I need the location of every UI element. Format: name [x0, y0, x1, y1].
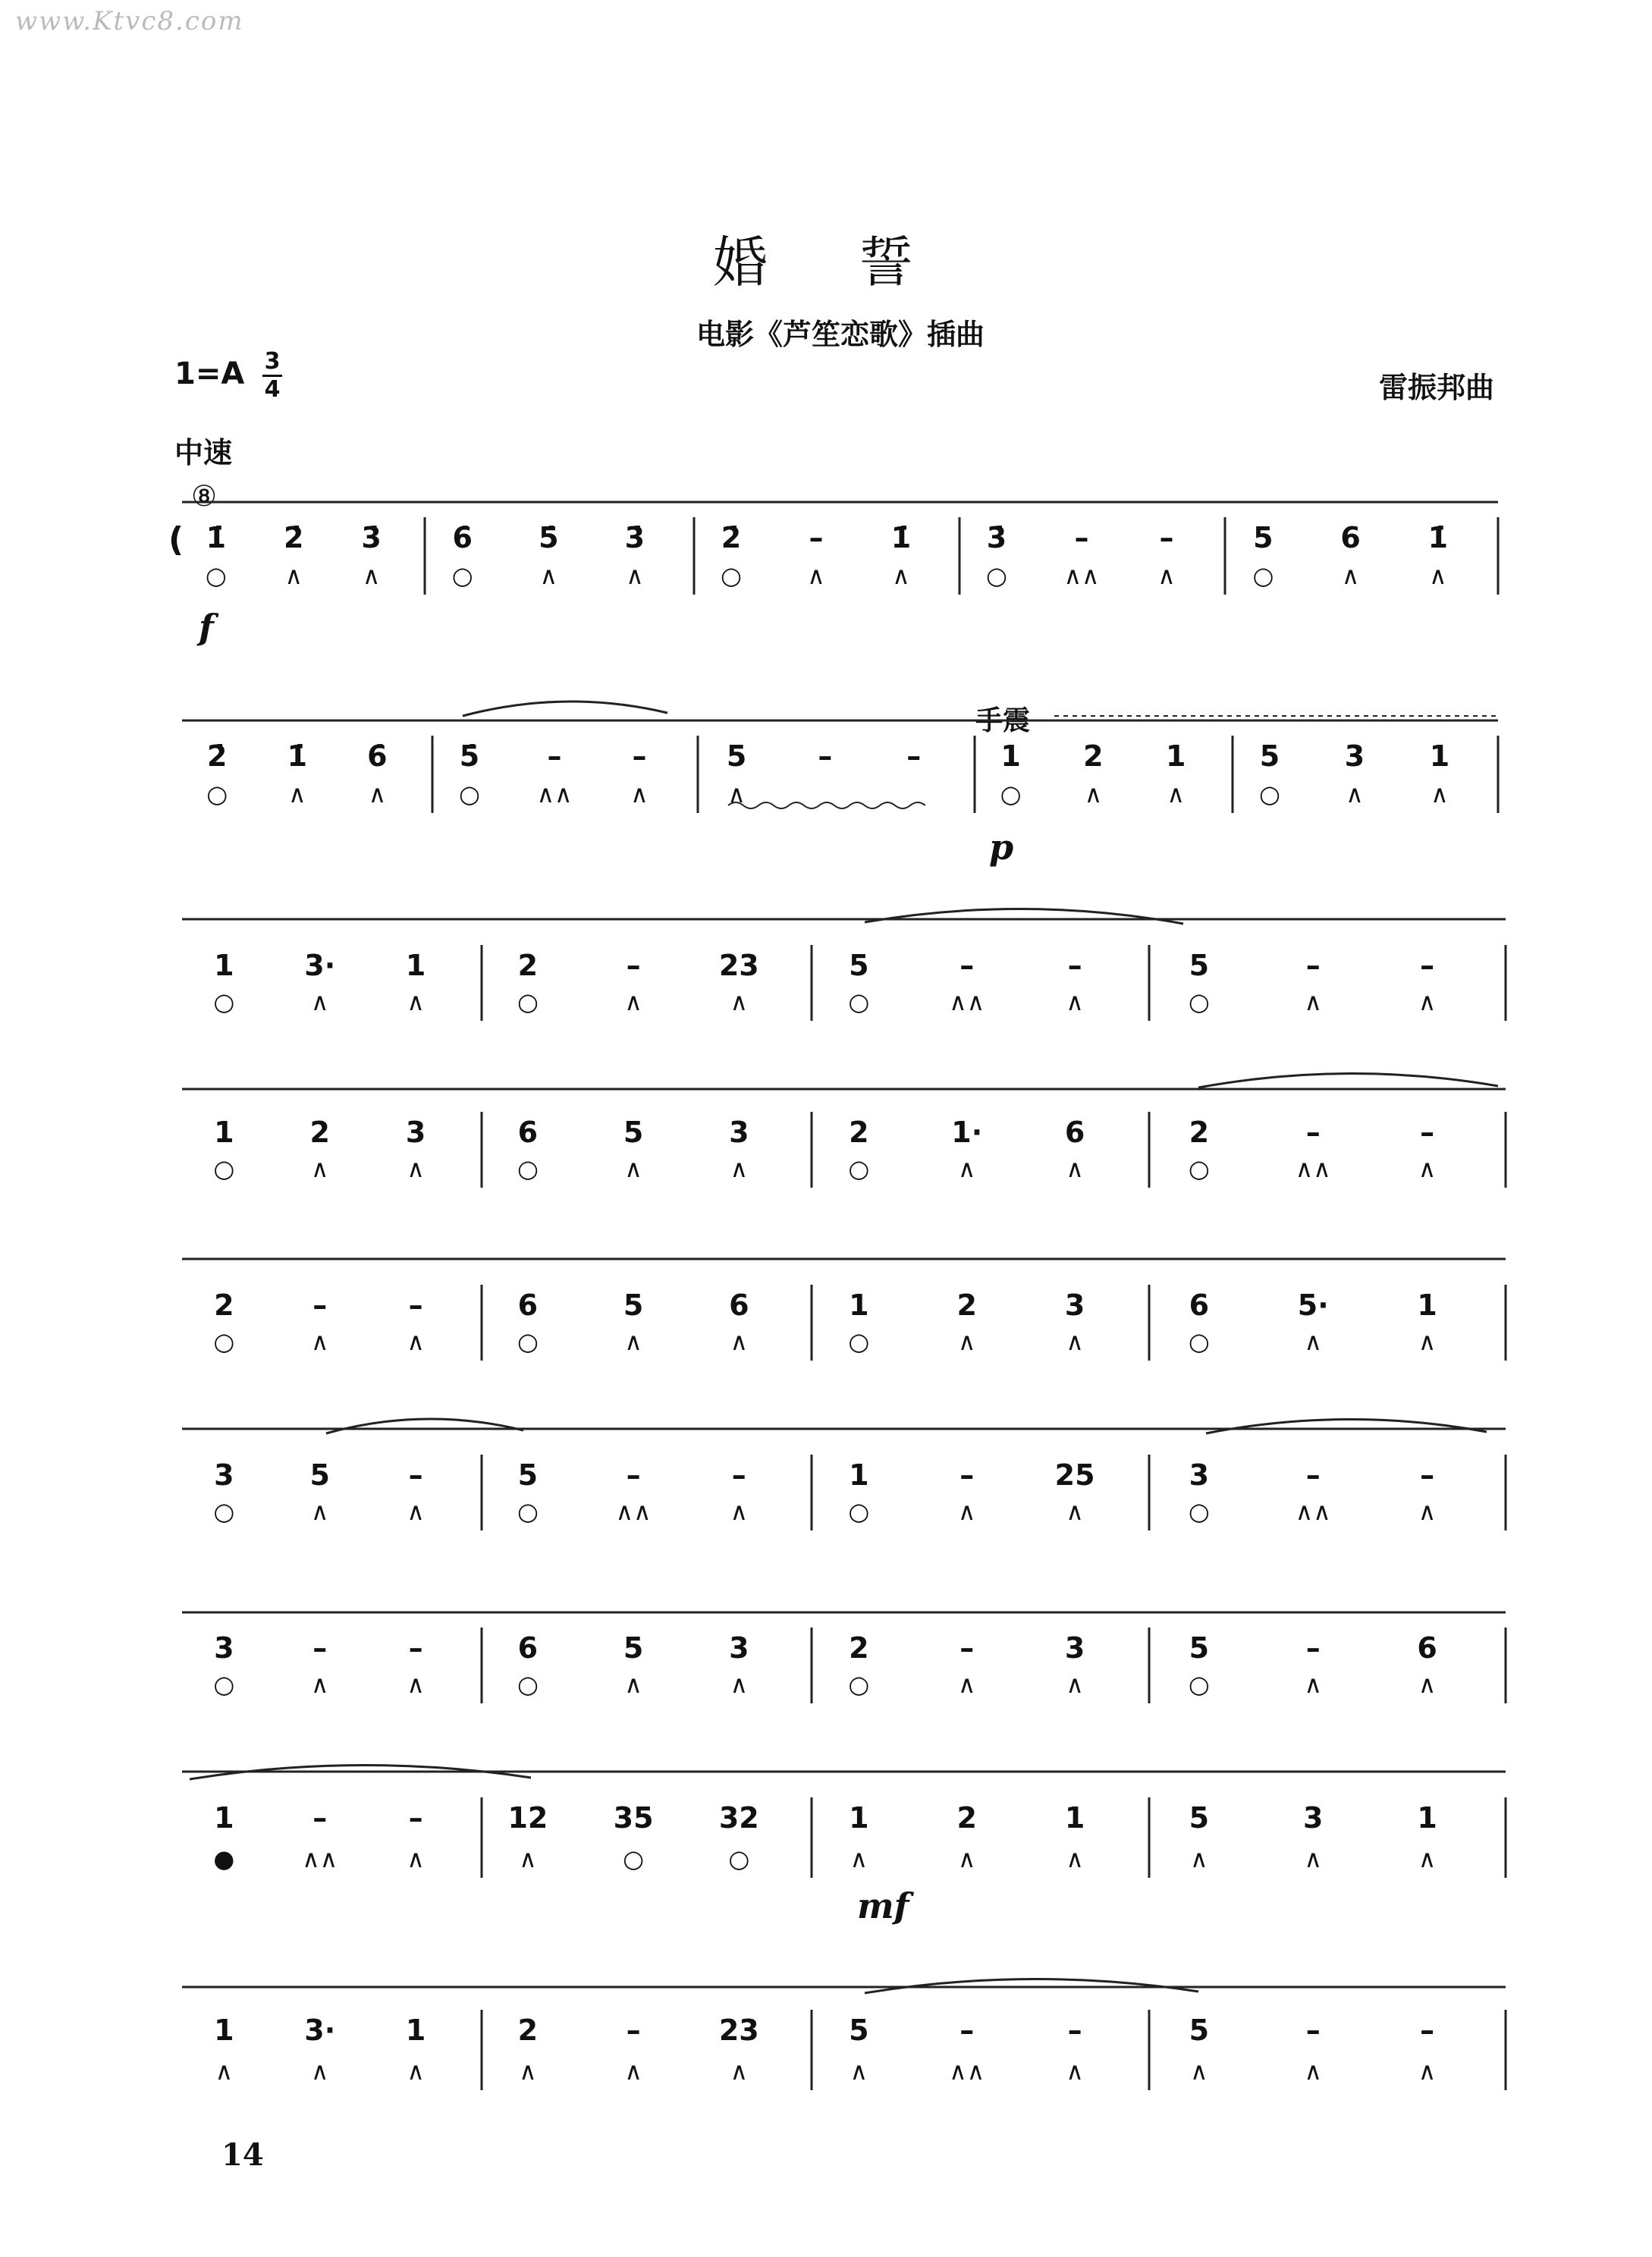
articulation-mark: ∧ [1190, 1844, 1208, 1873]
jianpu-note: 1 [849, 1801, 869, 1835]
jianpu-note: – [1420, 1458, 1435, 1492]
wavy-vibrato-line [728, 802, 925, 808]
articulation-mark: ∧∧ [536, 780, 573, 808]
articulation-mark: ∧ [519, 2057, 537, 2086]
articulation-mark: ○ [205, 561, 227, 590]
jianpu-note: – [809, 521, 824, 554]
jianpu-note: 1 [1165, 739, 1186, 773]
articulation-mark: ∧ [1418, 987, 1437, 1016]
jianpu-note: 5 [1189, 949, 1210, 982]
jianpu-note: 6 [517, 1116, 539, 1149]
articulation-mark: ∧∧ [949, 2057, 985, 2086]
articulation-mark: ∧ [730, 1327, 749, 1356]
jianpu-note: 1 [405, 2014, 426, 2047]
jianpu-note: – [959, 1631, 975, 1665]
jianpu-note: 5 [1189, 1801, 1210, 1835]
articulation-mark: ∧ [727, 780, 746, 808]
song-subtitle: 电影《芦笙恋歌》插曲 [696, 318, 985, 351]
jianpu-note: – [1305, 1458, 1321, 1492]
articulation-mark: ∧ [626, 561, 644, 590]
articulation-mark: ∧ [1066, 1154, 1084, 1183]
jianpu-note: 3 [729, 1116, 749, 1149]
articulation-mark: ○ [848, 1327, 870, 1356]
articulation-mark: ○ [213, 987, 235, 1016]
articulation-mark: ∧ [310, 987, 329, 1016]
jianpu-note: – [1159, 521, 1174, 554]
articulation-mark: ∧ [407, 1844, 425, 1873]
articulation-mark: ○ [1188, 1497, 1210, 1526]
slur-curve [326, 1419, 523, 1433]
articulation-mark: ∧ [1066, 1497, 1084, 1526]
articulation-mark: ∧ [957, 1844, 976, 1873]
articulation-mark: ∧ [1066, 1670, 1084, 1699]
jianpu-note: 35 [613, 1801, 654, 1835]
articulation-mark: ∧ [1304, 1670, 1322, 1699]
articulation-mark: ∧ [1304, 1327, 1322, 1356]
jianpu-note: 3̇ [986, 521, 1007, 554]
articulation-mark: ∧ [624, 1327, 642, 1356]
articulation-mark: ∧ [1429, 561, 1447, 590]
jianpu-note: 1 [405, 949, 426, 982]
articulation-mark: ∧ [1304, 987, 1322, 1016]
articulation-mark: ∧ [1304, 1844, 1322, 1873]
jianpu-note: 1 [849, 1458, 869, 1492]
articulation-mark: ∧ [288, 780, 306, 808]
articulation-mark: ∧ [1418, 1327, 1437, 1356]
jianpu-note: 3 [405, 1116, 426, 1149]
jianpu-note: – [408, 1631, 423, 1665]
jianpu-note: 3 [1064, 1631, 1085, 1665]
jianpu-note: 1 [214, 1116, 234, 1149]
articulation-mark: ∧ [957, 1497, 976, 1526]
articulation-mark: ∧ [730, 1497, 749, 1526]
articulation-mark: ○ [1188, 1327, 1210, 1356]
articulation-mark: ∧ [624, 1670, 642, 1699]
articulation-mark: ∧ [284, 561, 303, 590]
jianpu-note: – [632, 739, 647, 773]
jianpu-note: 1 [214, 949, 234, 982]
articulation-mark: ∧ [539, 561, 558, 590]
jianpu-note: 5̇ [539, 521, 559, 554]
jianpu-note: 1 [1429, 739, 1450, 773]
jianpu-note: 1̇ [890, 521, 912, 554]
dynamic-piano: p [989, 827, 1014, 868]
articulation-mark: ∧ [407, 1327, 425, 1356]
jianpu-note: – [818, 739, 833, 773]
articulation-mark: ∧∧ [302, 1844, 338, 1873]
articulation-mark: ○ [623, 1844, 645, 1873]
jianpu-note: 6 [1340, 521, 1361, 554]
articulation-mark: ∧ [407, 987, 425, 1016]
jianpu-note: 3 [1344, 739, 1365, 773]
jianpu-note: 3 [729, 1631, 749, 1665]
articulation-mark: ∧∧ [1295, 1497, 1331, 1526]
jianpu-note: 5 [309, 1458, 330, 1492]
jianpu-note: – [1067, 949, 1082, 982]
jianpu-note: – [312, 1289, 328, 1322]
articulation-mark: ∧ [1346, 780, 1364, 808]
jianpu-note: 2 [214, 1289, 234, 1322]
articulation-mark: ○ [451, 561, 473, 590]
jianpu-note: 6̇ [452, 521, 473, 554]
jianpu-note: – [959, 2014, 975, 2047]
jianpu-note: 2̇ [721, 521, 742, 554]
slur-curve [1206, 1419, 1487, 1433]
jianpu-note: 3̇ [624, 521, 645, 554]
articulation-mark: ● [213, 1844, 235, 1873]
time-signature-top: 3 [264, 348, 281, 375]
articulation-mark: ∧ [957, 1670, 976, 1699]
jianpu-note: 3̇ [361, 521, 382, 554]
song-title: 婚誓 [713, 231, 1005, 294]
jianpu-note: – [312, 1631, 328, 1665]
jianpu-note: – [1305, 2014, 1321, 2047]
articulation-mark: ○ [213, 1497, 235, 1526]
jianpu-note: 32 [718, 1801, 759, 1835]
jianpu-note: – [408, 1458, 423, 1492]
jianpu-note: – [1067, 2014, 1082, 2047]
jianpu-note: 5 [623, 1631, 644, 1665]
jianpu-note: 6 [729, 1289, 749, 1322]
jianpu-note: 5 [623, 1289, 644, 1322]
key-signature: 1=A [174, 356, 245, 391]
articulation-mark: ∧ [850, 1844, 868, 1873]
jianpu-note: 2 [849, 1631, 869, 1665]
articulation-mark: ○ [848, 987, 870, 1016]
jianpu-note: 1· [951, 1116, 983, 1149]
jianpu-note: – [1420, 949, 1435, 982]
jianpu-note: 5 [1189, 2014, 1210, 2047]
jianpu-note: 1 [214, 2014, 234, 2047]
time-signature-bottom: 4 [264, 376, 281, 403]
jianpu-note: – [1305, 949, 1321, 982]
articulation-mark: ○ [213, 1327, 235, 1356]
jianpu-note: – [547, 739, 562, 773]
articulation-mark: ○ [517, 1497, 539, 1526]
jianpu-note: – [312, 1801, 328, 1835]
jianpu-note: 2̇ [206, 739, 228, 773]
jianpu-note: 3· [304, 949, 336, 982]
articulation-mark: ○ [517, 1154, 539, 1183]
jianpu-note: 2 [956, 1289, 977, 1322]
articulation-mark: ○ [213, 1670, 235, 1699]
articulation-mark: ○ [721, 561, 742, 590]
jianpu-note: 3 [1064, 1289, 1085, 1322]
jianpu-note: – [1420, 2014, 1435, 2047]
jianpu-note: – [626, 949, 641, 982]
articulation-mark: ∧∧ [1295, 1154, 1331, 1183]
jianpu-note: 5· [1297, 1289, 1329, 1322]
articulation-mark: ∧ [1431, 780, 1449, 808]
articulation-mark: ∧ [1304, 2057, 1322, 2086]
jianpu-note: 25 [1054, 1458, 1095, 1492]
jianpu-note: 5 [623, 1116, 644, 1149]
articulation-mark: ○ [1000, 780, 1022, 808]
jianpu-note: 3· [304, 2014, 336, 2047]
articulation-mark: ∧ [630, 780, 649, 808]
articulation-mark: ∧ [957, 1327, 976, 1356]
articulation-mark: ∧ [1418, 1844, 1437, 1873]
jianpu-note: 6 [1064, 1116, 1085, 1149]
articulation-mark: ∧ [807, 561, 825, 590]
articulation-mark: ○ [848, 1154, 870, 1183]
jianpu-note: 1 [1417, 1289, 1437, 1322]
jianpu-note: – [626, 1458, 641, 1492]
jianpu-note: 3 [214, 1458, 234, 1492]
articulation-mark: ∧ [519, 1844, 537, 1873]
jianpu-note: 3 [214, 1631, 234, 1665]
articulation-mark: ○ [848, 1670, 870, 1699]
jianpu-note: 5̇ [459, 739, 480, 773]
articulation-mark: ∧ [1066, 2057, 1084, 2086]
articulation-mark: ∧ [1157, 561, 1176, 590]
articulation-mark: ∧ [368, 780, 387, 808]
watermark: www.Ktvc8.com [15, 6, 244, 36]
articulation-mark: ∧∧ [1063, 561, 1100, 590]
jianpu-note: 6 [517, 1289, 539, 1322]
articulation-mark: ∧ [850, 2057, 868, 2086]
jianpu-note: 23 [718, 949, 759, 982]
jianpu-note: 5 [726, 739, 747, 773]
jianpu-note: 5 [849, 2014, 869, 2047]
jianpu-note: – [408, 1801, 423, 1835]
jianpu-note: 2 [517, 2014, 539, 2047]
jianpu-note: 5 [517, 1458, 539, 1492]
articulation-mark: ∧ [1418, 1497, 1437, 1526]
articulation-mark: ∧ [730, 2057, 749, 2086]
articulation-mark: ○ [986, 561, 1007, 590]
jianpu-note: 2 [1083, 739, 1104, 773]
articulation-mark: ∧ [1066, 1327, 1084, 1356]
articulation-mark: ∧ [310, 1497, 329, 1526]
jianpu-note: 5 [849, 949, 869, 982]
articulation-mark: ○ [728, 1844, 750, 1873]
repeat-brace: ( [168, 520, 184, 559]
jianpu-note: 1̇ [206, 521, 227, 554]
articulation-mark: ∧ [957, 1154, 976, 1183]
jianpu-note: 2 [309, 1116, 330, 1149]
jianpu-note: – [906, 739, 922, 773]
articulation-mark: ∧ [1084, 780, 1103, 808]
jianpu-note: – [731, 1458, 746, 1492]
octave-mark: ⑧ [191, 479, 218, 513]
jianpu-note: 6̇ [367, 739, 388, 773]
jianpu-note: – [1305, 1631, 1321, 1665]
articulation-mark: ∧ [624, 1154, 642, 1183]
composer: 雷振邦曲 [1379, 371, 1495, 404]
jianpu-note: 5 [1259, 739, 1280, 773]
articulation-mark: ○ [213, 1154, 235, 1183]
jianpu-note: 1 [1000, 739, 1021, 773]
jianpu-note: – [1074, 521, 1089, 554]
articulation-mark: ∧ [310, 1670, 329, 1699]
articulation-mark: ○ [517, 987, 539, 1016]
articulation-mark: ∧ [1066, 987, 1084, 1016]
jianpu-note: 1 [849, 1289, 869, 1322]
jianpu-note: 1 [1417, 1801, 1437, 1835]
articulation-mark: ∧ [624, 987, 642, 1016]
jianpu-note: 5 [1189, 1631, 1210, 1665]
articulation-mark: ○ [1252, 561, 1274, 590]
articulation-mark: ∧ [1341, 561, 1360, 590]
jianpu-note: 23 [718, 2014, 759, 2047]
articulation-mark: ∧ [407, 2057, 425, 2086]
articulation-mark: ∧ [1418, 2057, 1437, 2086]
articulation-mark: ∧ [407, 1670, 425, 1699]
jianpu-note: 2 [1189, 1116, 1210, 1149]
articulation-mark: ∧ [1167, 780, 1185, 808]
jianpu-note: – [408, 1289, 423, 1322]
jianpu-note: 2̇ [283, 521, 304, 554]
jianpu-note: 5 [1253, 521, 1274, 554]
jianpu-note: 2 [517, 949, 539, 982]
tempo-marking: 中速 [174, 436, 233, 469]
articulation-mark: ∧ [1418, 1670, 1437, 1699]
jianpu-note: 3 [1302, 1801, 1324, 1835]
jianpu-note: 2 [956, 1801, 977, 1835]
jianpu-note: 1 [214, 1801, 234, 1835]
jianpu-note: 6 [1189, 1289, 1210, 1322]
articulation-mark: ∧ [1190, 2057, 1208, 2086]
articulation-mark: ∧ [892, 561, 910, 590]
articulation-mark: ∧ [362, 561, 381, 590]
articulation-mark: ∧ [1418, 1154, 1437, 1183]
jianpu-note: 2 [849, 1116, 869, 1149]
articulation-mark: ∧ [407, 1154, 425, 1183]
slur-curve [865, 909, 1183, 924]
articulation-mark: ○ [517, 1670, 539, 1699]
jianpu-note: 6 [1417, 1631, 1437, 1665]
articulation-mark: ○ [848, 1497, 870, 1526]
articulation-mark: ∧ [310, 1327, 329, 1356]
articulation-mark: ○ [1188, 1670, 1210, 1699]
jianpu-note: – [959, 949, 975, 982]
articulation-mark: ∧ [1066, 1844, 1084, 1873]
slur-curve [1198, 1073, 1498, 1088]
articulation-mark: ○ [206, 780, 228, 808]
slur-curve [463, 702, 667, 716]
page-number: 14 [221, 2137, 264, 2173]
tremolo-technique-label: 手震 [975, 705, 1031, 736]
articulation-mark: ∧ [730, 987, 749, 1016]
jianpu-note: – [626, 2014, 641, 2047]
jianpu-note: 12 [507, 1801, 548, 1835]
dynamic-mezzo-forte: mf [857, 1885, 909, 1926]
jianpu-note: 6 [517, 1631, 539, 1665]
jianpu-note: – [1420, 1116, 1435, 1149]
articulation-mark: ∧ [310, 1154, 329, 1183]
jianpu-note: 1 [1064, 1801, 1085, 1835]
articulation-mark: ∧ [310, 2057, 329, 2086]
articulation-mark: ∧∧ [949, 987, 985, 1016]
dynamic-forte: f [199, 607, 214, 648]
articulation-mark: ∧ [215, 2057, 234, 2086]
articulation-mark: ∧∧ [615, 1497, 652, 1526]
articulation-mark: ∧ [730, 1154, 749, 1183]
articulation-mark: ○ [517, 1327, 539, 1356]
articulation-mark: ○ [459, 780, 480, 808]
jianpu-note: 1̇ [1427, 521, 1449, 554]
jianpu-note: – [1305, 1116, 1321, 1149]
articulation-mark: ○ [1259, 780, 1280, 808]
articulation-mark: ○ [1188, 987, 1210, 1016]
articulation-mark: ∧ [624, 2057, 642, 2086]
jianpu-note: – [959, 1458, 975, 1492]
articulation-mark: ∧ [407, 1497, 425, 1526]
articulation-mark: ∧ [730, 1670, 749, 1699]
articulation-mark: ○ [1188, 1154, 1210, 1183]
jianpu-note: 3 [1189, 1458, 1210, 1492]
jianpu-note: 1̇ [287, 739, 308, 773]
